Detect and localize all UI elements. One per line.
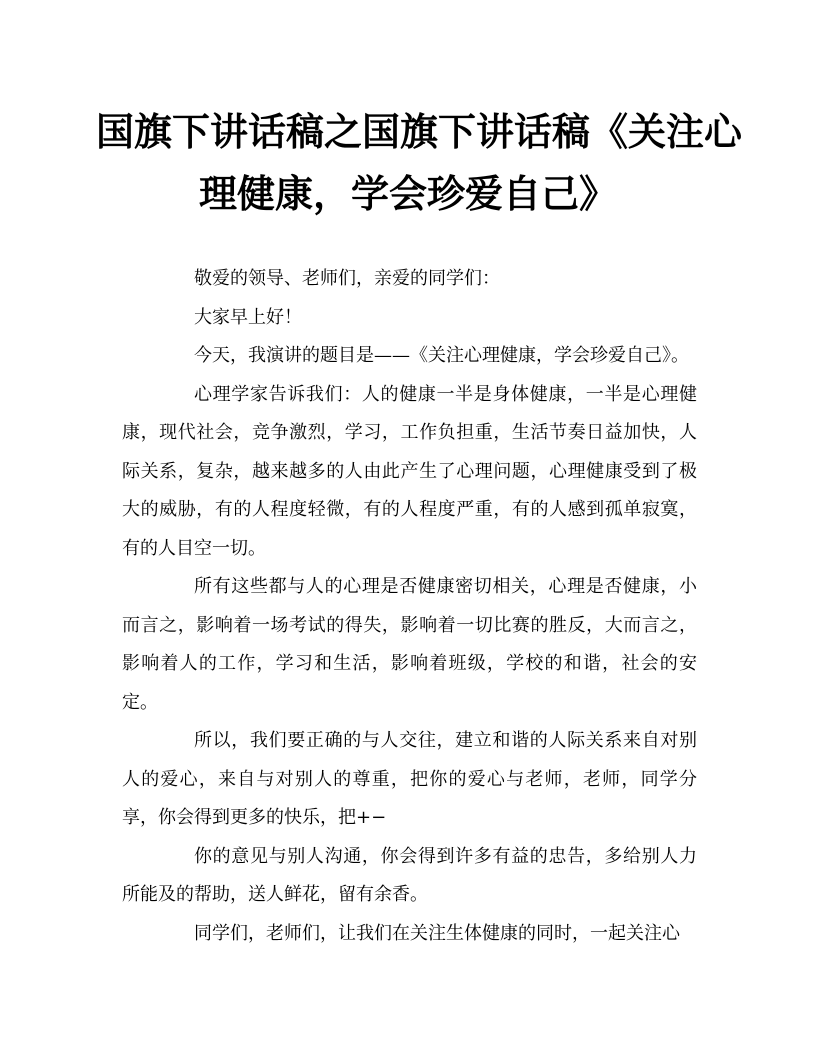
paragraph-closing: 同学们，老师们，让我们在关注生体健康的同时，一起关注心 [194,922,680,944]
document-title-line-2: 理健康，学会珍爱自己》 [198,171,617,216]
paragraph-communication: 你的意见与别人沟通，你会得到许多有益的忠告，多给别人力所能及的帮助，送人鲜花，留有余香。 [122,845,697,905]
paragraph-greeting: 敬爱的领导、老师们，亲爱的同学们： [194,268,500,289]
paragraph-topic: 今天，我演讲的题目是——《关注心理健康，学会珍爱自己》。 [194,345,689,366]
paragraph-good-morning: 大家早上好！ [194,306,302,328]
paragraph-psychologist: 心理学家告诉我们：人的健康一半是身体健康，一半是心理健康，现代社会，竞争激烈，学习，工作负担重，生活节奏日益加快，人际关系，复杂，越来越多的人由此产生了心理问题，心理健康受到了极大的威胁，有的人程度轻微，有的人程度严重，有的人感到孤单寂寞，有的人目空一切。 [122,383,697,559]
document-body [122,260,697,953]
paragraph-relationships: 所以，我们要正确的与人交往，建立和谐的人际关系来自对别人的爱心，来自与对别人的尊重，把你的爱心与老师，老师，同学分享，你会得到更多的快乐，把+− [122,730,697,828]
paragraph-mental-health-impact: 所有这些都与人的心理是否健康密切相关，心理是否健康，小而言之，影响着一场考试的得失，影响着一切比赛的胜反，大而言之，影响着人的工作，学习和生活，影响着班级，学校的和谐，社会的安定。 [122,576,697,713]
document-title-line-1: 国旗下讲话稿之国旗下讲话稿《关注心 [96,109,743,154]
